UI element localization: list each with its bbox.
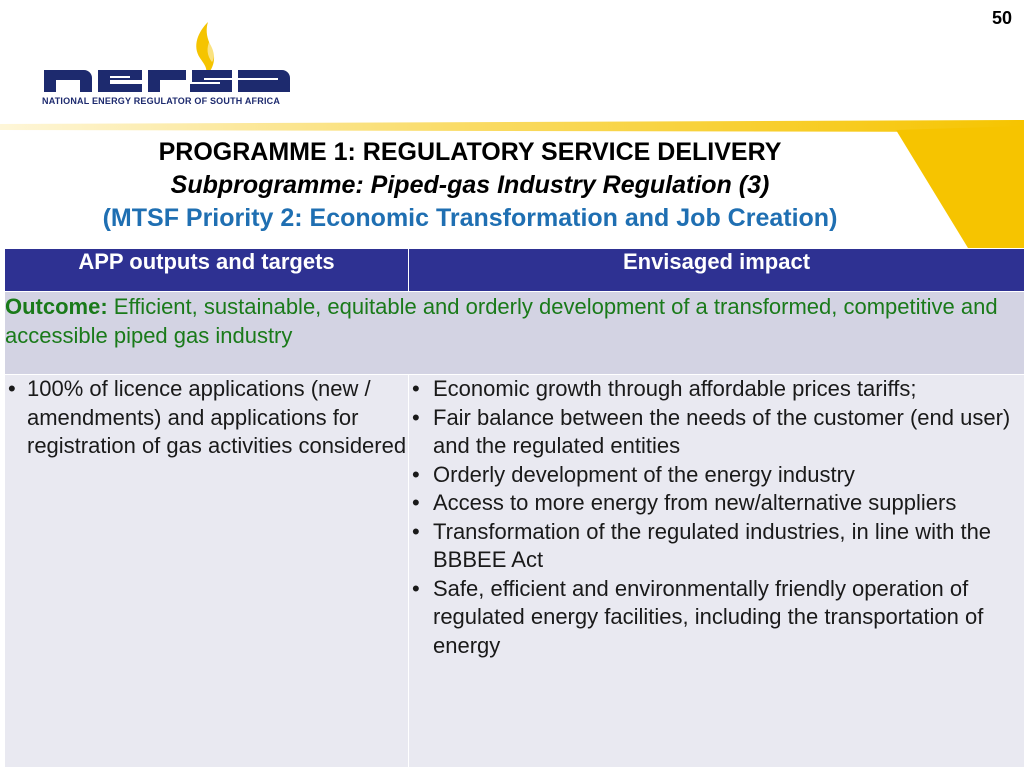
- outcome-label: Outcome:: [5, 294, 108, 319]
- list-item: • Economic growth through affordable prices tariffs;: [409, 375, 1024, 404]
- column-header-impact: Envisaged impact: [409, 249, 1024, 292]
- list-item: • Access to more energy from new/alternative suppliers: [409, 489, 1024, 518]
- list-item: • 100% of licence applications (new / amendments) and applications for registration of gas activities considered: [5, 375, 408, 461]
- table-header-row: [5, 249, 1024, 292]
- list-item: • Fair balance between the needs of the customer (end user) and the regulated entities: [409, 404, 1024, 461]
- outcome-text: Efficient, sustainable, equitable and orderly development of a transformed, competitive and accessible piped gas industry: [5, 294, 998, 348]
- list-item: • Safe, efficient and environmentally friendly operation of regulated energy facilities, including the transportation of energy: [409, 575, 1024, 661]
- nersa-logo-graphic: [40, 18, 302, 98]
- column-header-outputs: APP outputs and targets: [5, 249, 409, 292]
- list-item: • Orderly development of the energy industry: [409, 461, 1024, 490]
- table-row: [5, 375, 1024, 768]
- outputs-cell: [5, 375, 409, 768]
- page-subtitle: Subprogramme: Piped-gas Industry Regulation (3): [170, 171, 770, 199]
- mtsf-priority: (MTSF Priority 2: Economic Transformation and Job Creation): [102, 204, 838, 232]
- impact-cell: [409, 375, 1024, 768]
- page-number: 50: [991, 8, 1012, 28]
- outputs-list: [5, 375, 408, 461]
- programme-table: [4, 248, 1024, 768]
- impact-list: [409, 375, 1024, 660]
- outcome-cell: [5, 292, 1024, 375]
- title-block: [0, 136, 940, 235]
- logo-tagline: NATIONAL ENERGY REGULATOR OF SOUTH AFRICA: [42, 96, 281, 106]
- page-title: PROGRAMME 1: REGULATORY SERVICE DELIVERY: [158, 138, 782, 166]
- nersa-logo: [40, 18, 302, 110]
- outcome-row: [5, 292, 1024, 375]
- list-item: • Transformation of the regulated industries, in line with the BBBEE Act: [409, 518, 1024, 575]
